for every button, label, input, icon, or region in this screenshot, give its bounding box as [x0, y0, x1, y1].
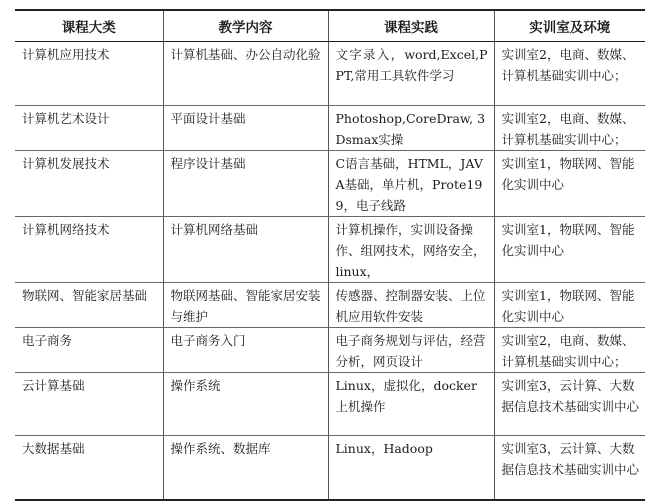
header-course-category: 课程大类 — [15, 10, 163, 42]
cell-lab: 实训室1，物联网、智能化实训中心 — [494, 151, 645, 217]
cell-lab: 实训室2，电商、数媒、计算机基础实训中心； — [494, 328, 645, 373]
table-header — [15, 10, 645, 42]
cell-practice: Linux，虚拟化，docker上机操作 — [328, 373, 494, 436]
table-row — [15, 373, 645, 436]
cell-practice: 传感器、控制器安装、上位机应用软件安装 — [328, 283, 494, 328]
header-teaching-content: 教学内容 — [163, 10, 328, 42]
header-course-practice: 课程实践 — [328, 10, 494, 42]
cell-category: 计算机应用技术 — [15, 42, 163, 106]
cell-lab: 实训室2，电商、数媒、计算机基础实训中心； — [494, 42, 645, 106]
table-row — [15, 217, 645, 283]
cell-content: 操作系统 — [163, 373, 328, 436]
cell-practice: 计算机操作，实训设备操作、组网技术，网络安全，linux， — [328, 217, 494, 283]
cell-practice: 电子商务规划与评估，经营分析，网页设计 — [328, 328, 494, 373]
cell-lab: 实训室2，电商、数媒、计算机基础实训中心； — [494, 106, 645, 151]
cell-content: 程序设计基础 — [163, 151, 328, 217]
cell-practice: 文字录入，word,Excel,PPT,常用工具软件学习 — [328, 42, 494, 106]
cell-category: 电子商务 — [15, 328, 163, 373]
cell-content: 操作系统、数据库 — [163, 436, 328, 500]
cell-content: 计算机网络基础 — [163, 217, 328, 283]
cell-content: 计算机基础、办公自动化验 — [163, 42, 328, 106]
table-row — [15, 436, 645, 500]
cell-category: 物联网、智能家居基础 — [15, 283, 163, 328]
cell-category: 计算机艺术设计 — [15, 106, 163, 151]
cell-category: 大数据基础 — [15, 436, 163, 500]
cell-content: 电子商务入门 — [163, 328, 328, 373]
course-table — [15, 9, 645, 501]
cell-lab: 实训室1，物联网、智能化实训中心 — [494, 283, 645, 328]
table-body — [15, 42, 645, 500]
cell-content: 平面设计基础 — [163, 106, 328, 151]
cell-category: 计算机发展技术 — [15, 151, 163, 217]
course-table-container — [15, 9, 645, 501]
table-row — [15, 328, 645, 373]
table-row — [15, 283, 645, 328]
cell-lab: 实训室3，云计算、大数据信息技术基础实训中心 — [494, 436, 645, 500]
cell-practice: Linux，Hadoop — [328, 436, 494, 500]
table-row — [15, 42, 645, 106]
cell-category: 云计算基础 — [15, 373, 163, 436]
cell-practice: C语言基础，HTML，JAVA基础，单片机，Prote199，电子线路 — [328, 151, 494, 217]
table-row — [15, 151, 645, 217]
header-row — [15, 10, 645, 42]
cell-practice: Photoshop,CoreDraw, 3Dsmax实操 — [328, 106, 494, 151]
header-lab-environment: 实训室及环境 — [494, 10, 645, 42]
cell-lab: 实训室1，物联网、智能化实训中心 — [494, 217, 645, 283]
cell-lab: 实训室3，云计算、大数据信息技术基础实训中心 — [494, 373, 645, 436]
cell-content: 物联网基础、智能家居安装与维护 — [163, 283, 328, 328]
cell-category: 计算机网络技术 — [15, 217, 163, 283]
table-row — [15, 106, 645, 151]
